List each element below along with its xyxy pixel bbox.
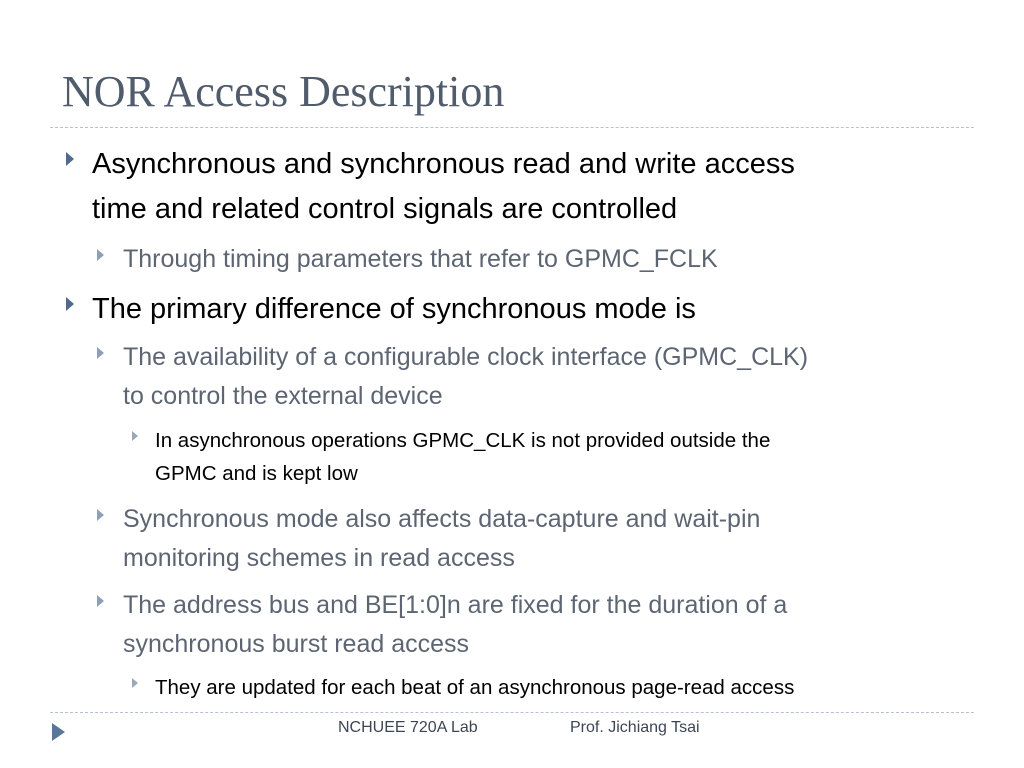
sub-sub-bullet-text: In asynchronous operations GPMC_CLK is not provided outside the GPMC and is kept low <box>155 429 771 485</box>
bullet-2-2 <box>123 500 760 578</box>
sub-bullet-arrow-icon <box>97 249 104 261</box>
sub-bullet-text: Through timing parameters that refer to GPMC_FCLK <box>123 245 718 273</box>
bullet-text: Asynchronous and synchronous read and write access time and related control signals are controlled <box>92 148 795 225</box>
bullet-1-1 <box>123 240 718 279</box>
sub-sub-bullet-arrow-icon <box>132 678 138 688</box>
bullet-2 <box>92 287 696 332</box>
sub-bullet-arrow-icon <box>97 509 104 521</box>
bullet-2-3 <box>123 586 787 664</box>
sub-bullet-arrow-icon <box>97 347 104 359</box>
bullet-arrow-icon <box>66 152 74 166</box>
bullet-1 <box>92 142 795 232</box>
sub-bullet-arrow-icon <box>97 595 104 607</box>
sub-bullet-text: The address bus and BE[1:0]n are fixed for the duration of a synchronous burst read access <box>123 591 788 658</box>
sub-bullet-text: The availability of a configurable clock interface (GPMC_CLK) to control the external device <box>123 343 809 410</box>
bullet-arrow-icon <box>66 297 74 311</box>
footer-lab: NCHUEE 720A Lab <box>338 719 478 736</box>
footer-professor: Prof. Jichiang Tsai <box>570 719 700 736</box>
bullet-2-1-1 <box>155 424 770 490</box>
bullet-text: The primary difference of synchronous mode is <box>92 293 696 325</box>
sub-sub-bullet-arrow-icon <box>132 431 138 441</box>
slide-title: NOR Access Description <box>62 67 505 116</box>
sub-bullet-text: Synchronous mode also affects data-capture and wait-pin monitoring schemes in read access <box>123 505 761 572</box>
sub-sub-bullet-text: They are updated for each beat of an asynchronous page-read access <box>155 676 795 699</box>
bullet-2-1 <box>123 338 808 416</box>
next-slide-icon[interactable] <box>52 723 65 741</box>
footer-divider <box>50 712 974 713</box>
bullet-2-3-1 <box>155 671 794 704</box>
